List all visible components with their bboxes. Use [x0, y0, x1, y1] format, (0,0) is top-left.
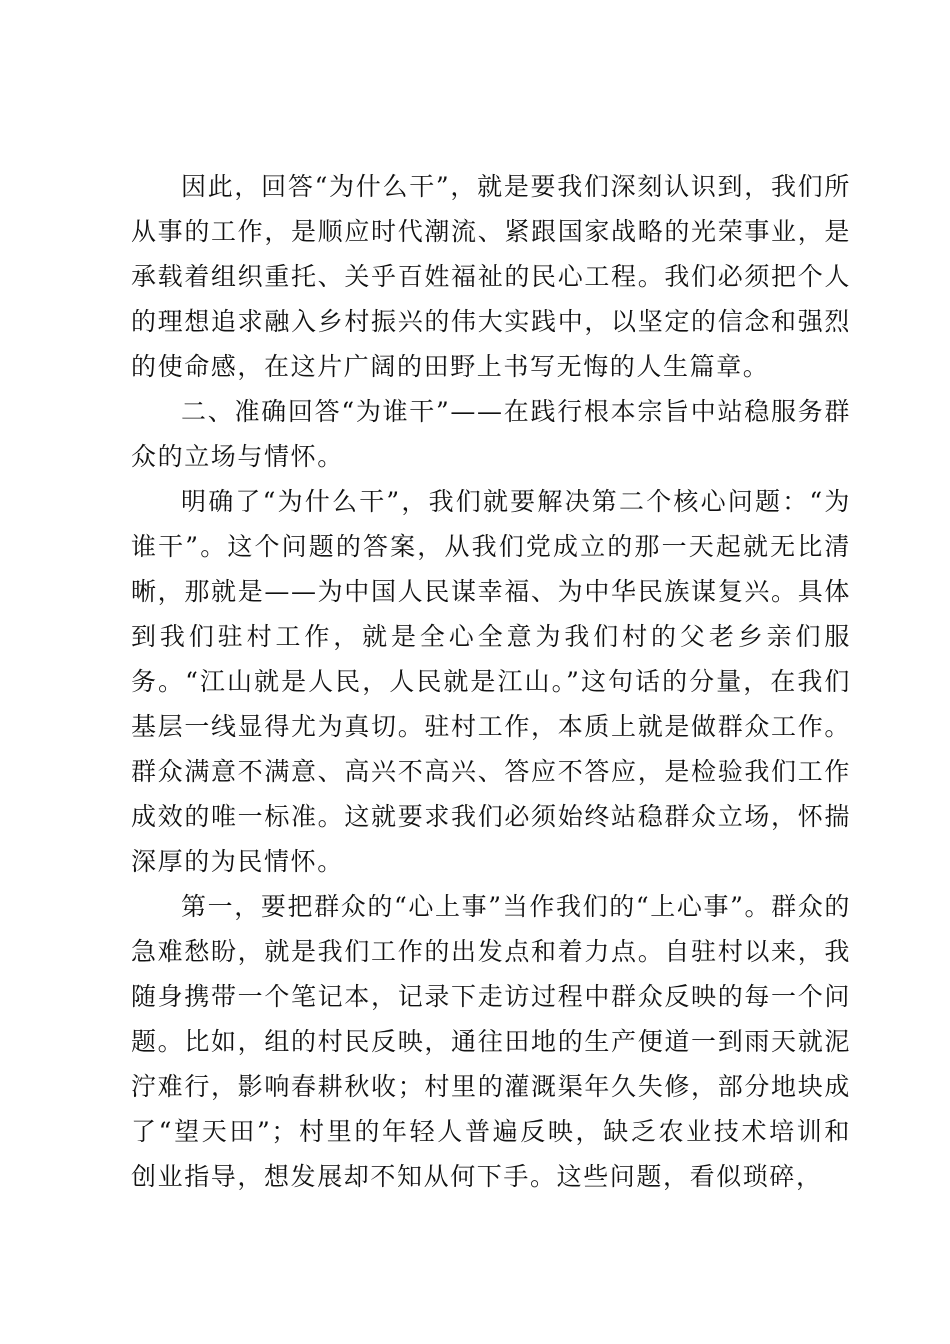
section-heading: 二、准确回答“为谁干”——在践行根本宗旨中站稳服务群众的立场与情怀。: [131, 397, 851, 471]
document-body: [131, 164, 851, 1199]
paragraph-3: 第一，要把群众的“心上事”当作我们的“上心事”。群众的急难愁盼，就是我们工作的出发点和着力点。自驻村以来，我随身携带一个笔记本，记录下走访过程中群众反映的每一个问题。比如，组的村民反映，通往田地的生产便道一到雨天就泥泞难行，影响春耕秋收；村里的灌溉渠年久失修，部分地块成了“望天田”；村里的年轻人普遍反映，缺乏农业技术培训和创业指导，想发展却不知从何下手。这些问题，看似琐碎，: [131, 892, 851, 1191]
paragraph-2: 明确了“为什么干”，我们就要解决第二个核心问题：“为谁干”。这个问题的答案，从我们党成立的那一天起就无比清晰，那就是——为中国人民谋幸福、为中华民族谋复兴。具体到我们驻村工作，就是全心全意为我们村的父老乡亲们服务。“江山就是人民，人民就是江山。”这句话的分量，在我们基层一线显得尤为真切。驻村工作，本质上就是做群众工作。群众满意不满意、高兴不高兴、答应不答应，是检验我们工作成效的唯一标准。这就要求我们必须始终站稳群众立场，怀揣深厚的为民情怀。: [131, 487, 851, 876]
paragraph-1: 因此，回答“为什么干”，就是要我们深刻认识到，我们所从事的工作，是顺应时代潮流、紧跟国家战略的光荣事业，是承载着组织重托、关乎百姓福祉的民心工程。我们必须把个人的理想追求融入乡村振兴的伟大实践中，以坚定的信念和强烈的使命感，在这片广阔的田野上书写无悔的人生篇章。: [131, 172, 851, 381]
